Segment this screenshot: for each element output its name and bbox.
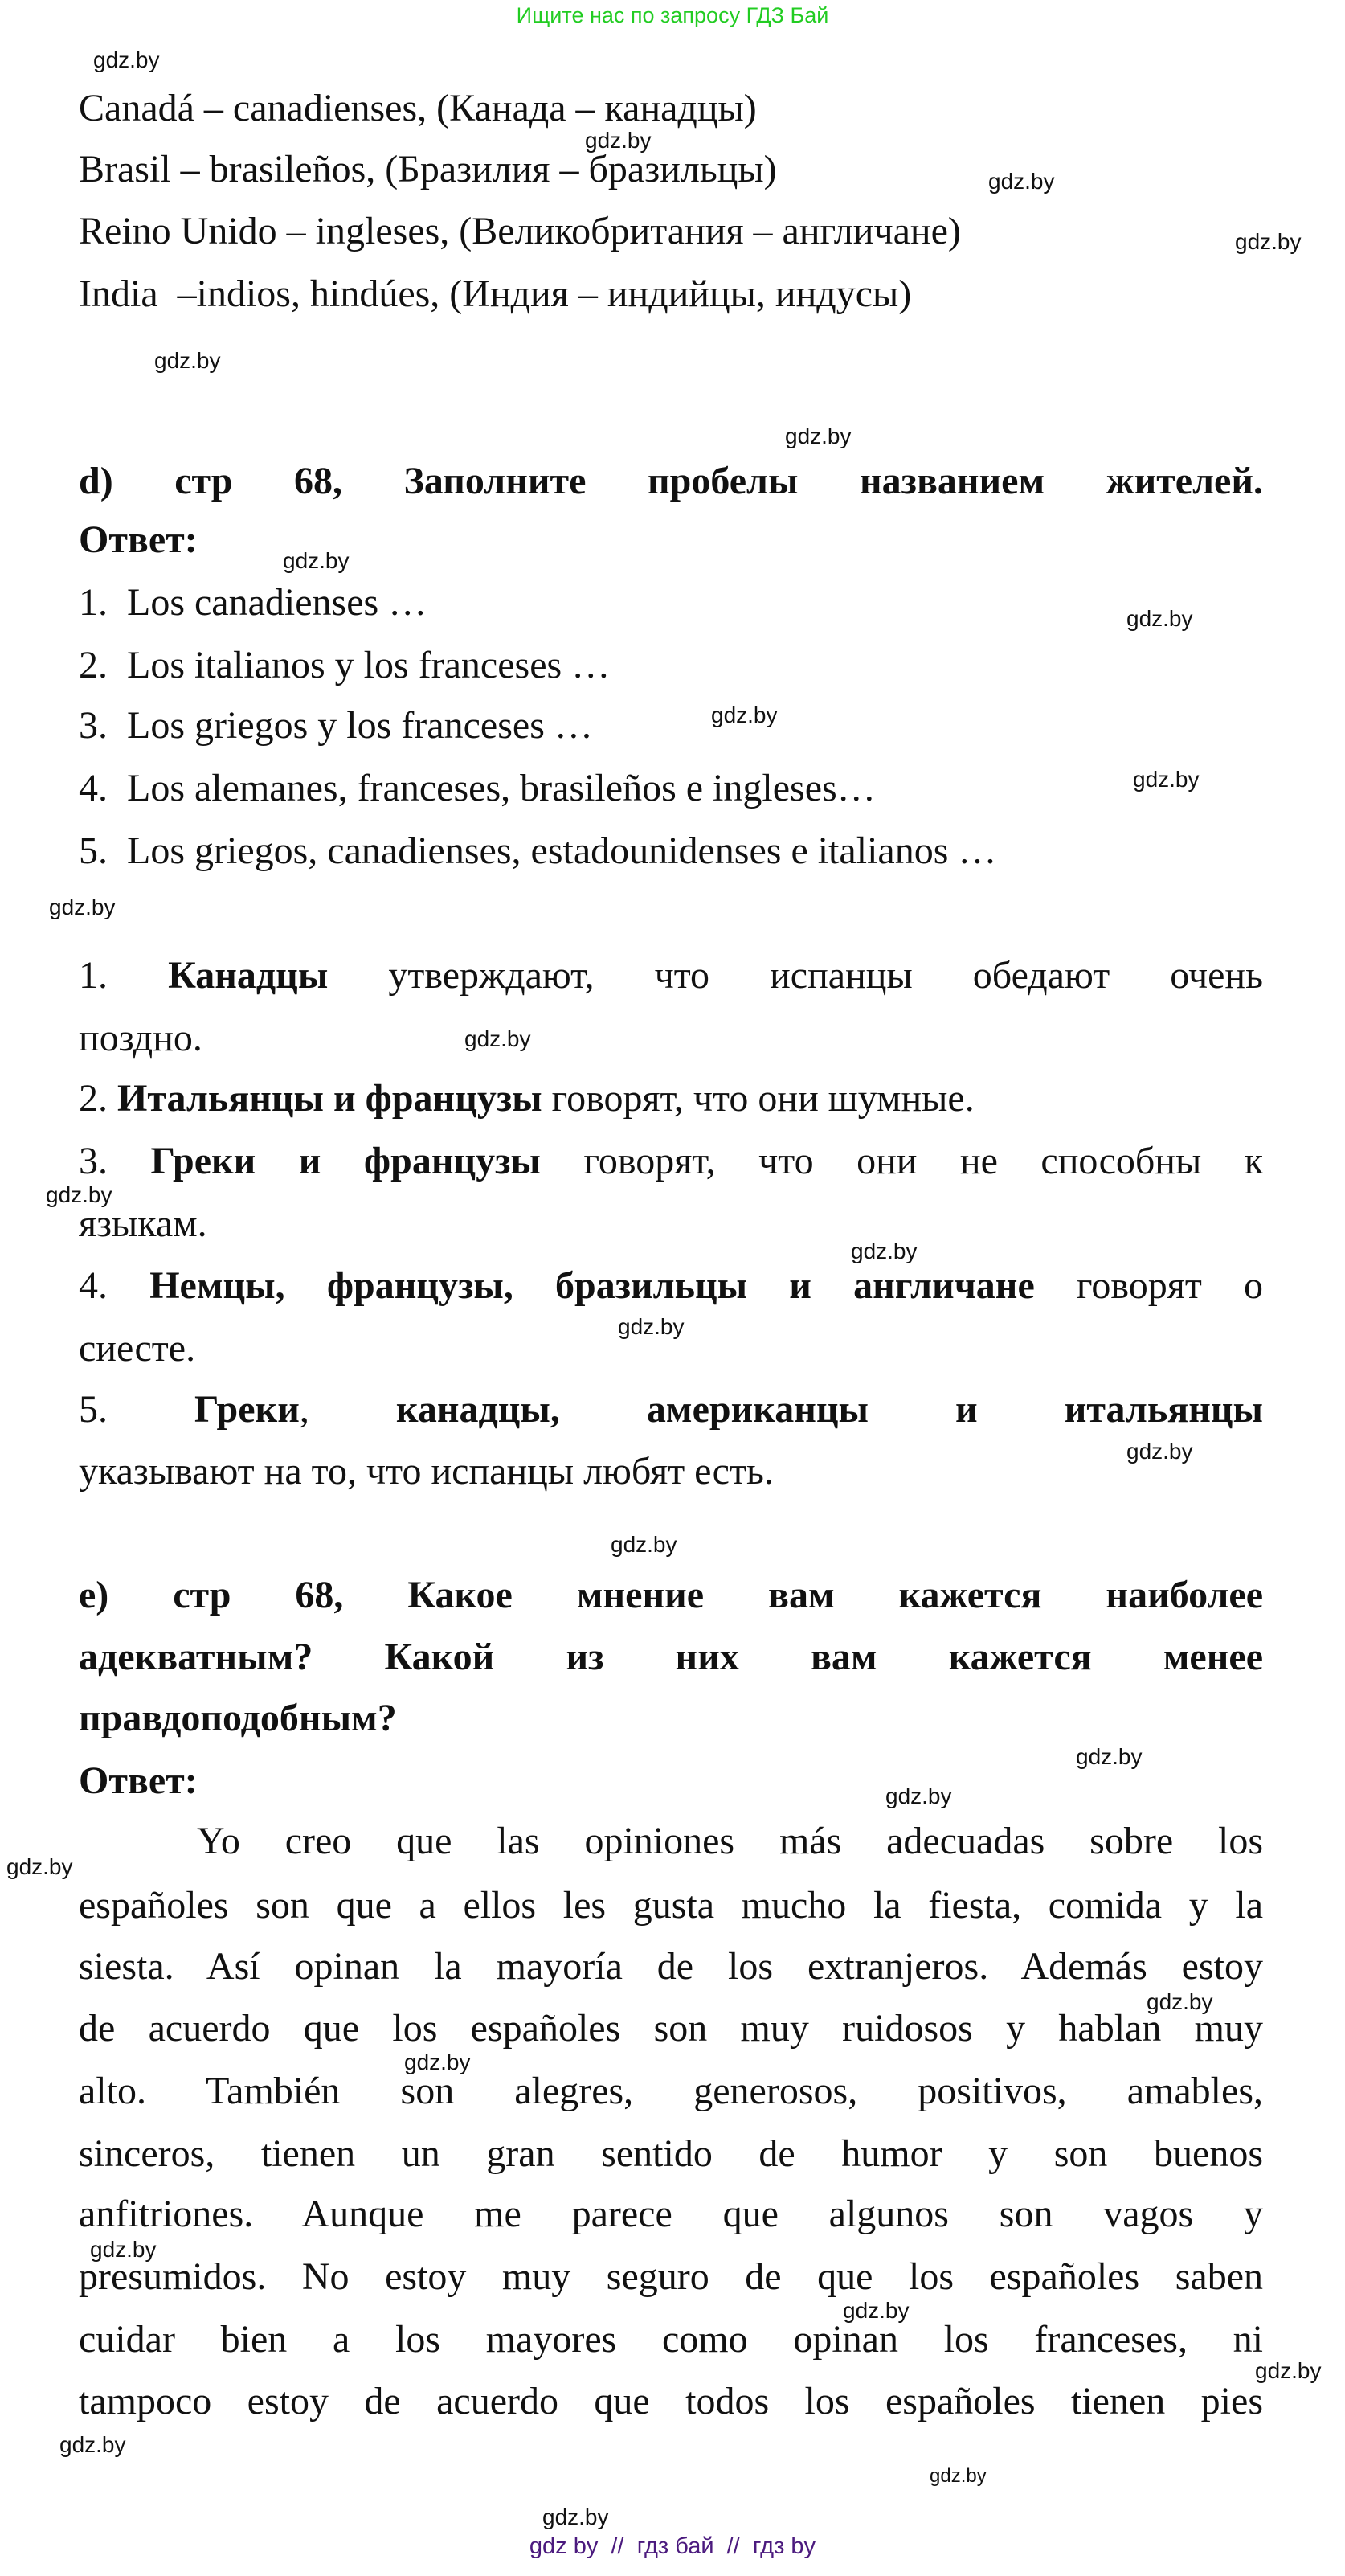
text-line xyxy=(79,1262,1263,1310)
watermark: gdz.by xyxy=(1133,767,1200,792)
watermark: gdz.by xyxy=(90,2237,157,2262)
text-line xyxy=(79,1014,202,1063)
watermark: gdz.by xyxy=(785,424,852,448)
bold-text: Немцы, французы, бразильцы и англичане xyxy=(149,1264,1035,1307)
text-segment: 1. xyxy=(79,954,169,997)
text-segment: говорят, что они шумные. xyxy=(542,1077,975,1120)
text-segment: говорят о xyxy=(1034,1264,1263,1307)
watermark: gdz.by xyxy=(1126,1439,1193,1464)
text-segment: cuidar bien a los mayores como opinan los franceses, ni xyxy=(79,2318,1263,2361)
watermark: gdz.by xyxy=(6,1854,73,1879)
watermark: gdz.by xyxy=(1235,229,1302,254)
text-segment: 4. xyxy=(79,1264,150,1307)
bold-text: Итальянцы и французы xyxy=(117,1077,542,1120)
text-line xyxy=(79,702,593,750)
text-line xyxy=(79,2377,1263,2426)
text-segment: 3. xyxy=(79,1140,151,1182)
bold-text: Греки xyxy=(194,1388,300,1431)
text-segment: , xyxy=(299,1388,396,1431)
watermark: gdz.by xyxy=(464,1026,531,1051)
watermark: gdz.by xyxy=(930,2465,987,2487)
watermark: gdz.by xyxy=(843,2298,910,2323)
text-segment: Canadá – canadienses, (Канада – канадцы) xyxy=(79,87,757,129)
bold-text: канадцы, американцы и итальянцы xyxy=(395,1388,1264,1431)
text-line xyxy=(79,1386,1263,1434)
text-segment: говорят, что они не способны к xyxy=(540,1140,1264,1182)
bold-text: Ответ: xyxy=(79,1759,198,1802)
watermark: gdz.by xyxy=(46,1182,112,1207)
text-segment: tampoco estoy de acuerdo que todos los españoles tienen pies xyxy=(79,2380,1263,2422)
text-line xyxy=(79,2253,1263,2301)
text-segment: утверждают, что испанцы обедают очень xyxy=(328,954,1263,997)
text-line xyxy=(79,764,876,813)
text-segment: Brasil – brasileños, (Бразилия – бразильцы) xyxy=(79,148,777,190)
text-line xyxy=(79,579,427,627)
watermark: gdz.by xyxy=(404,2050,471,2074)
text-segment: 5. xyxy=(79,1388,195,1431)
text-line xyxy=(79,1571,1263,1620)
text-line xyxy=(79,516,198,564)
watermark: gdz.by xyxy=(283,548,350,573)
text-line xyxy=(79,2005,1263,2053)
watermark: gdz.by xyxy=(585,128,652,153)
watermark: gdz.by xyxy=(885,1784,952,1808)
text-segment: сиесте. xyxy=(79,1327,196,1370)
text-line xyxy=(79,1448,774,1496)
text-line xyxy=(79,2316,1263,2364)
text-line xyxy=(79,1694,397,1743)
watermark: gdz.by xyxy=(93,47,160,72)
text-segment: 1. Los canadienses … xyxy=(79,581,427,624)
watermark: gdz.by xyxy=(988,169,1055,194)
text-line xyxy=(79,827,996,875)
text-segment: 2. xyxy=(79,1077,117,1120)
watermark: gdz.by xyxy=(1076,1744,1143,1769)
text-segment: presumidos. No estoy muy seguro de que los españoles saben xyxy=(79,2255,1263,2298)
bold-text: d) стр 68, Заполните пробелы названием жителей. xyxy=(79,460,1263,502)
text-segment: de acuerdo que los españoles son muy ruidosos y hablan muy xyxy=(79,2007,1263,2050)
watermark: gdz.by xyxy=(1147,1989,1213,2014)
text-segment: указывают на то, что испанцы любят есть. xyxy=(79,1450,774,1493)
bold-text: e) стр 68, Какое мнение вам кажется наиболее xyxy=(79,1574,1263,1616)
text-line xyxy=(79,1757,198,1805)
watermark: gdz.by xyxy=(1126,606,1193,631)
text-line xyxy=(79,1325,195,1373)
text-line xyxy=(79,2067,1263,2115)
watermark: gdz.by xyxy=(59,2432,126,2457)
text-segment: поздно. xyxy=(79,1017,202,1059)
text-line xyxy=(79,1075,975,1123)
watermark: gdz.by xyxy=(611,1532,677,1557)
bold-text: Греки и французы xyxy=(150,1140,541,1182)
watermark: gdz.by xyxy=(542,2504,609,2529)
text-segment: 3. Los griegos y los franceses … xyxy=(79,704,593,747)
site-header-banner: Ищите нас по запросу ГДЗ Бай xyxy=(516,3,829,27)
text-line xyxy=(79,1633,1263,1681)
text-line xyxy=(79,457,1263,506)
watermark: gdz.by xyxy=(1255,2358,1322,2383)
text-line xyxy=(79,270,911,318)
text-line xyxy=(79,952,1263,1000)
text-line xyxy=(79,1137,1263,1186)
watermark: gdz.by xyxy=(154,348,221,373)
text-line xyxy=(79,641,610,690)
text-line xyxy=(79,145,777,194)
text-segment: Yo creo que las opiniones más adecuadas sobre los xyxy=(197,1820,1263,1862)
text-line xyxy=(79,2130,1263,2178)
watermark: gdz.by xyxy=(711,702,778,727)
text-segment: siesta. Así opinan la mayoría de los extranjeros. Además estoy xyxy=(79,1945,1263,1988)
bold-text: Ответ: xyxy=(79,518,198,561)
bold-text: адекватным? Какой из них вам кажется менее xyxy=(79,1636,1263,1678)
text-segment: 2. Los italianos y los franceses … xyxy=(79,644,611,686)
bold-text: Канадцы xyxy=(168,954,329,997)
text-segment: India –indios, hindúes, (Индия – индийцы, индусы) xyxy=(79,272,912,315)
watermark: gdz.by xyxy=(49,895,116,919)
text-line xyxy=(79,207,961,256)
site-footer-banner: gdz by // гдз бай // гдз by xyxy=(529,2533,816,2559)
text-segment: 4. Los alemanes, franceses, brasileños e ingleses… xyxy=(79,767,876,809)
text-segment: españoles son que a ellos les gusta mucho la fiesta, comida y la xyxy=(79,1884,1263,1927)
text-segment: anfitriones. Aunque me parece que algunos son vagos y xyxy=(79,2193,1263,2235)
text-segment: языкам. xyxy=(79,1202,207,1245)
text-line xyxy=(197,1817,1263,1865)
text-line xyxy=(79,84,757,133)
text-line xyxy=(79,2190,1263,2238)
text-line xyxy=(79,1882,1263,1930)
text-segment: sinceros, tienen un gran sentido de humor y son buenos xyxy=(79,2132,1263,2175)
text-segment: 5. Los griegos, canadienses, estadounidenses e italianos … xyxy=(79,829,997,872)
text-line xyxy=(79,1943,1263,1991)
watermark: gdz.by xyxy=(618,1314,685,1339)
watermark: gdz.by xyxy=(851,1239,918,1263)
text-segment: alto. También son alegres, generosos, positivos, amables, xyxy=(79,2070,1263,2112)
text-segment: Reino Unido – ingleses, (Великобритания – англичане) xyxy=(79,210,961,252)
bold-text: правдоподобным? xyxy=(79,1697,397,1739)
